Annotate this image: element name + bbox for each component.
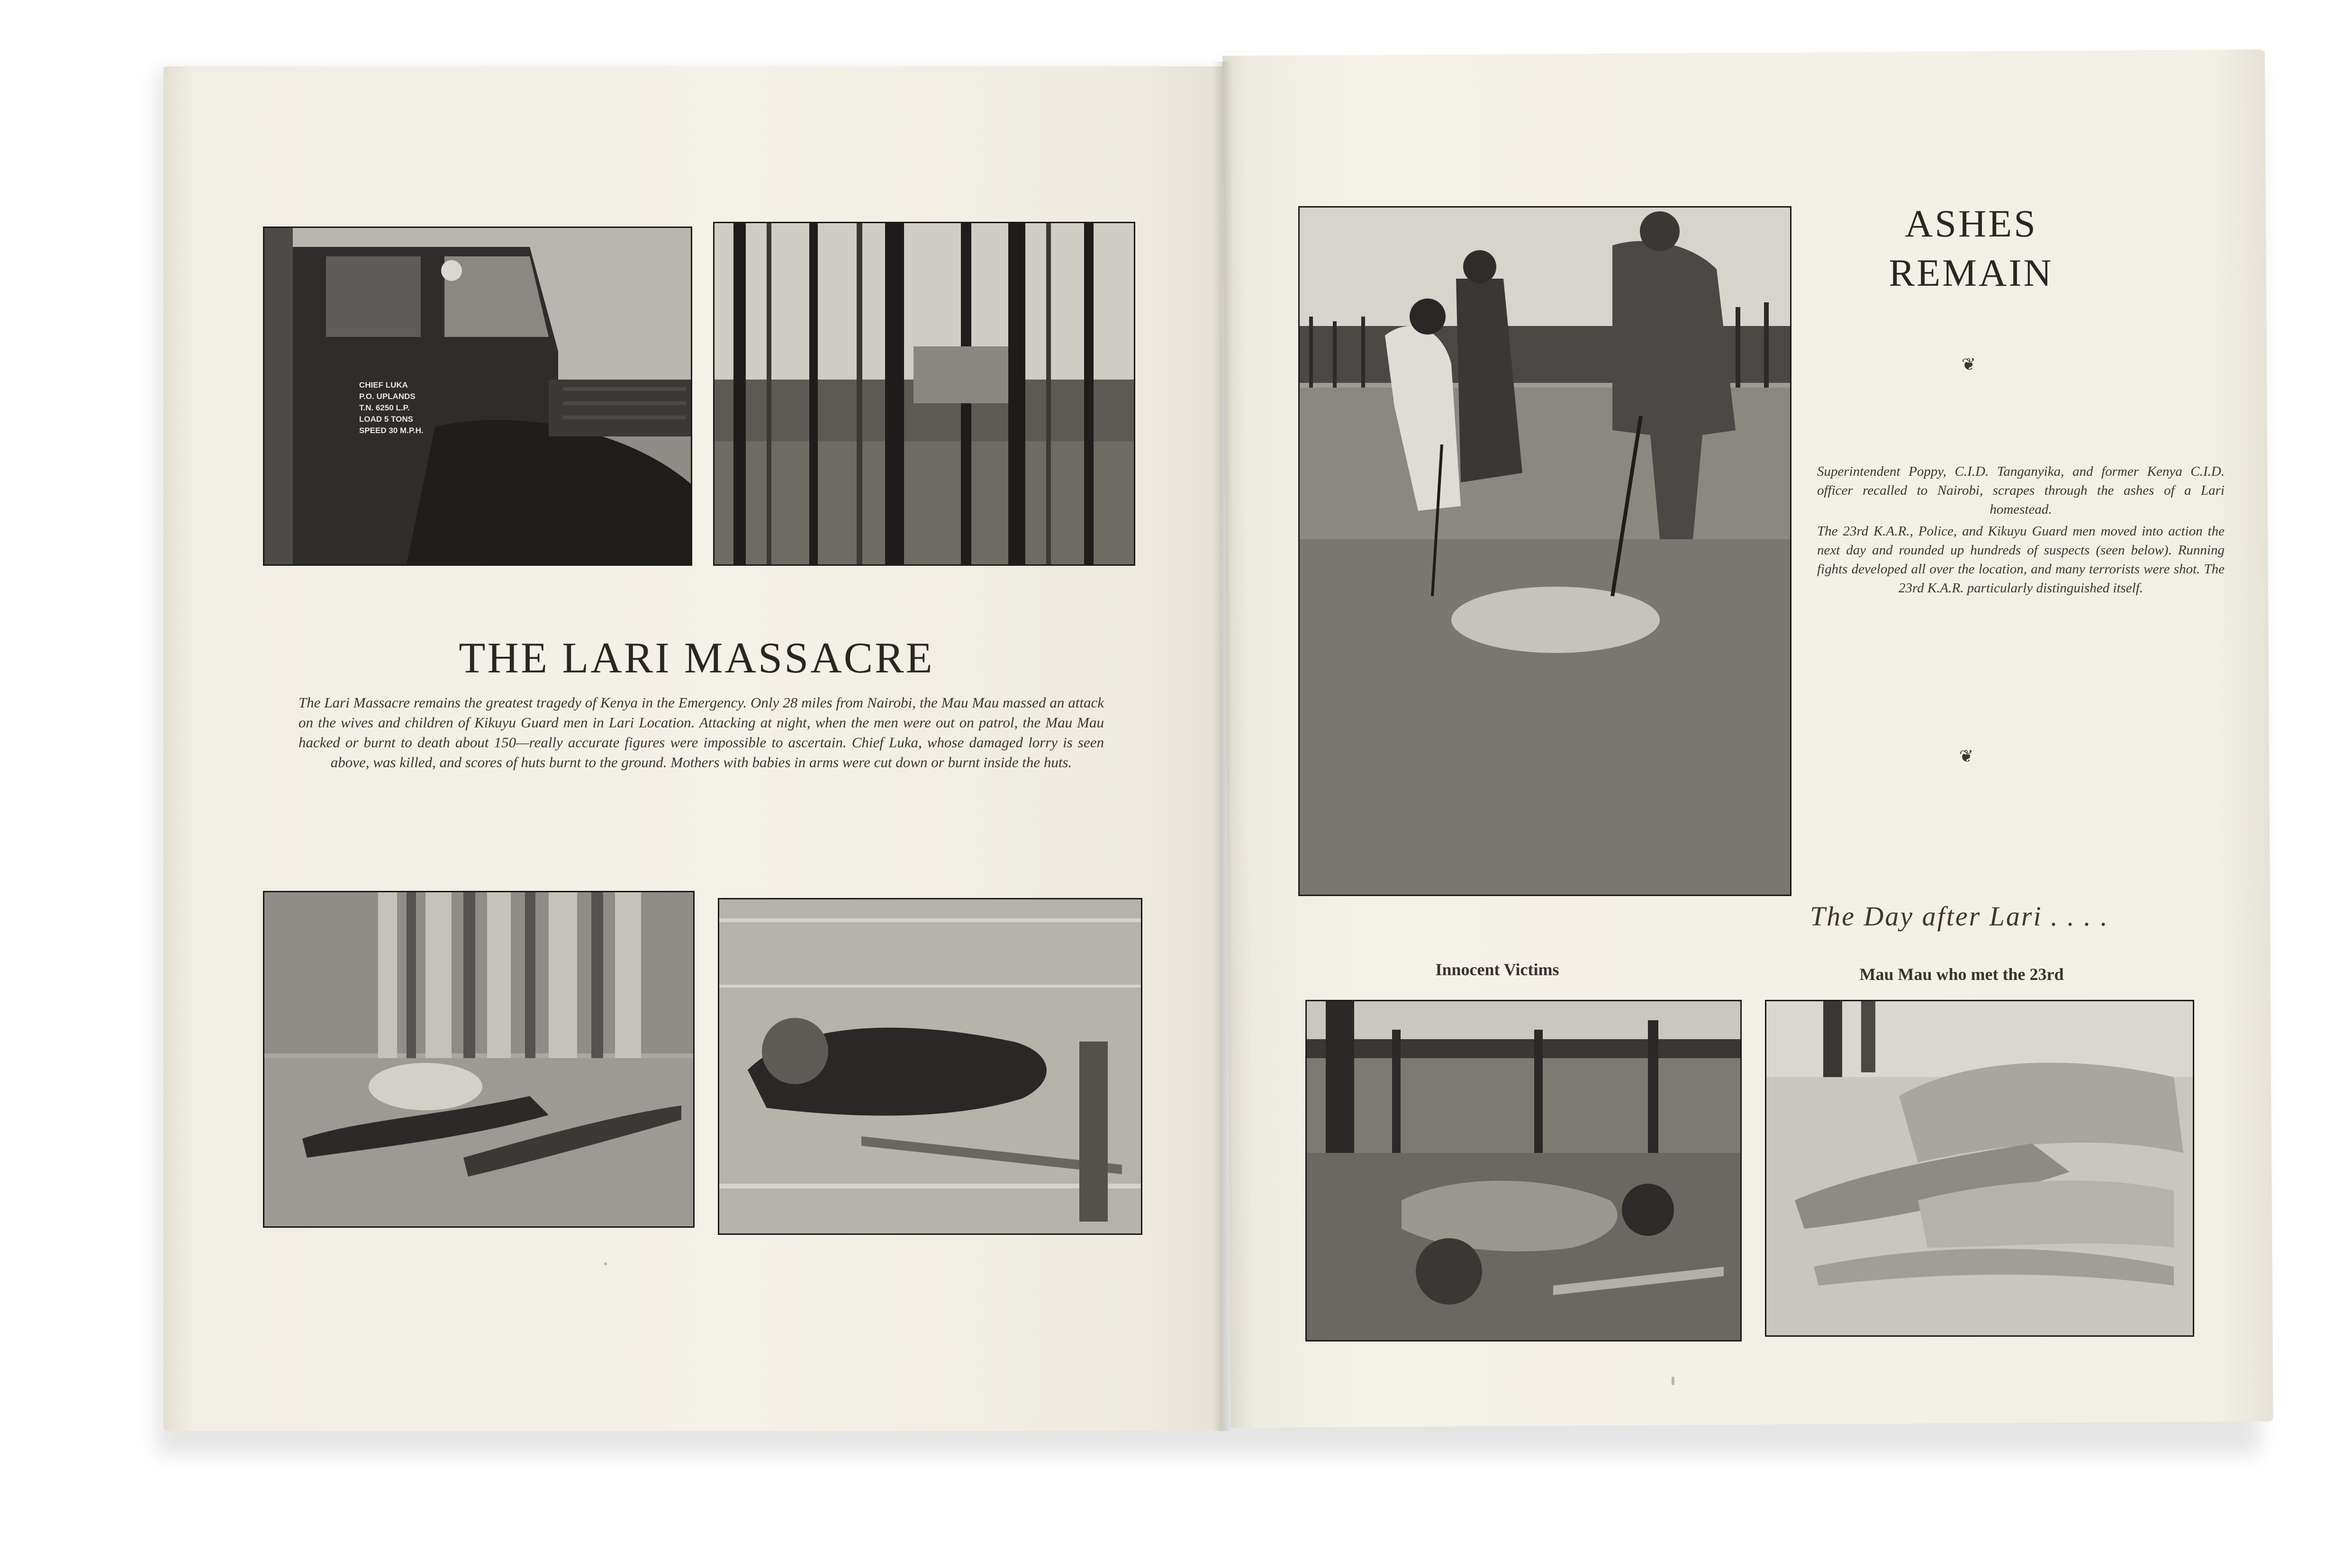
photo-burnt-body: [718, 898, 1142, 1235]
ornament-bottom: ❦: [1959, 747, 1974, 766]
day-after-lari-heading: The Day after Lari . . . .: [1810, 901, 2109, 932]
page-mark: [604, 1262, 607, 1265]
page-mark: [1672, 1377, 1674, 1385]
lorry-door-lettering: [359, 380, 424, 436]
lorry-line-2: P.O. UPLANDS: [359, 392, 416, 401]
title-line-remain: REMAIN: [1889, 251, 2053, 294]
spine-gutter: [1213, 62, 1232, 1431]
lorry-line-3: T.N. 6250 L.P.: [359, 403, 410, 412]
title-line-ashes: ASHES: [1905, 202, 2037, 245]
ornament-top: ❦: [1961, 355, 1976, 374]
ashes-caption-text: [1817, 462, 2225, 600]
photo-victims-by-fence: [263, 891, 695, 1228]
page-title-lari-massacre: THE LARI MASSACRE: [459, 634, 934, 682]
photo-damaged-lorry: [263, 227, 692, 566]
lorry-line-5: SPEED 30 M.P.H.: [359, 426, 424, 435]
photo-burnt-clearing: [713, 222, 1135, 566]
lorry-line-4: LOAD 5 TONS: [359, 415, 413, 424]
lari-massacre-body-text: The Lari Massacre remains the greatest tragedy of Kenya in the Emergency. Only 28 miles from Nairobi, the Mau Mau massed an attack on the wives and children of Kikuyu Guard men in Lari Location. Attacking at night, when the men were out on patrol, the Mau Mau hacked or burnt to death about 150—really accurate figures were impossible to ascertain. Chief Luka, whose damaged lorry is seen above, was killed, and scores of huts burnt to the ground. Mothers with babies in arms were cut down or burnt inside the huts.: [299, 694, 1104, 770]
photo-ashes-homestead: [1298, 206, 1791, 896]
page-title-ashes-remain: [1829, 199, 2113, 298]
ashes-caption-paragraph-1: Superintendent Poppy, C.I.D. Tanganyika, and former Kenya C.I.D. officer recalled to Nairobi, scrapes through the ashes of a Lari homestead.: [1817, 464, 2225, 517]
caption-mau-mau-who-met-the-23rd: Mau Mau who met the 23rd: [1859, 965, 2064, 984]
photo-innocent-victims: [1305, 1000, 1742, 1341]
lorry-line-1: CHIEF LUKA: [359, 381, 408, 390]
photo-mau-mau-bodies: [1765, 1000, 2194, 1337]
caption-innocent-victims: Innocent Victims: [1435, 960, 1559, 979]
ashes-caption-paragraph-2: The 23rd K.A.R., Police, and Kikuyu Guard men moved into action the next day and rounded up hundreds of suspects (seen below). Running fights developed all over the location, and many terrorists were shot. The 23rd K.A.R. particularly distinguished itself.: [1817, 524, 2225, 596]
